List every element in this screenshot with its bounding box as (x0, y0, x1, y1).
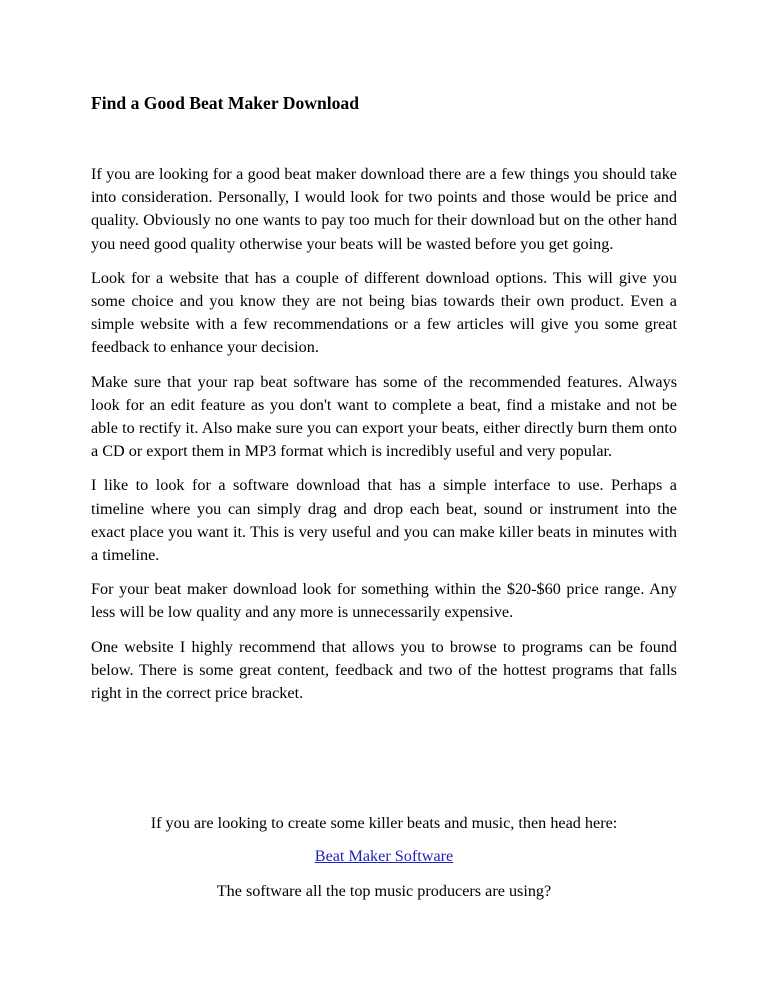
paragraph-6: One website I highly recommend that allows you to browse to programs can be found below. There is some great content, feedback and two of the hottest programs that falls right in the correct price bracket. (91, 637, 677, 703)
paragraph-1: If you are looking for a good beat maker download there are a few things you should take into consideration. Personally, I would look for two points and those would be price and quality. Obviously no one wants to pay too much for their download but on the other hand you need good quality otherwise your beats will be wasted before you get going. (91, 165, 677, 253)
paragraph-4: I like to look for a software download that has a simple interface to use. Perhaps a timeline where you can simply drag and drop each beat, sound or instrument into the exact place you want it. This is very useful and you can make killer beats in minutes with a timeline. (91, 476, 677, 565)
document-title: Find a Good Beat Maker Download (91, 93, 360, 113)
paragraph-5: For your beat maker download look for something within the $20-$60 price range. Any less will be low quality and any more is unnecessarily expensive. (91, 580, 677, 622)
cta-tagline: The software all the top music producers are using? (216, 882, 552, 900)
paragraph-3: Make sure that your rap beat software has some of the recommended features. Always look for an edit feature as you don't want to complete a beat, find a mistake and not be able to rectify it. Also make sure you can export your beats, either directly burn them onto a CD or export them in MP3 format which is incredibly useful and very popular. (91, 372, 677, 461)
cta-link-row (91, 845, 677, 867)
paragraph-2: Look for a website that has a couple of different download options. This will give you some choice and you know they are not being bias towards their own product. Even a simple website with a few recommendations or a few articles will give you some great feedback to enhance your decision. (91, 268, 677, 357)
document-page (91, 0, 677, 994)
beat-maker-software-link[interactable]: Beat Maker Software (314, 847, 454, 865)
cta-intro: If you are looking to create some killer beats and music, then head here: (150, 814, 618, 832)
document-body (91, 163, 677, 716)
